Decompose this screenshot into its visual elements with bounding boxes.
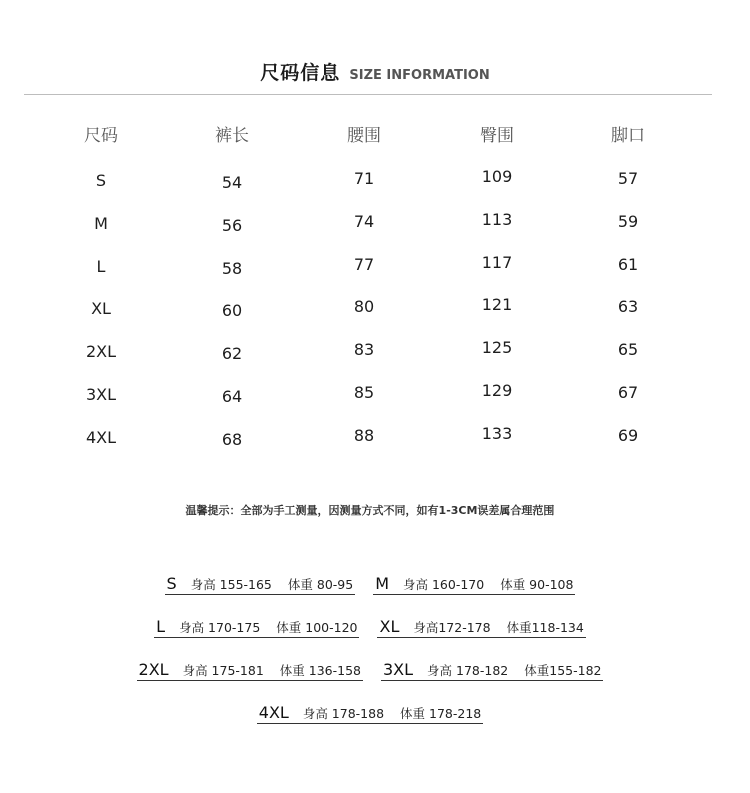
- cell-waist: 77: [353, 255, 375, 274]
- recommendation-item: [381, 660, 604, 681]
- rec-height: 身高172-178: [413, 620, 491, 635]
- cell-hem: 59: [617, 212, 639, 231]
- cell-hip: 129: [481, 381, 513, 400]
- cell-length: 54: [221, 173, 243, 192]
- header-hem: 脚口: [611, 126, 645, 146]
- cell-size: M: [94, 214, 108, 233]
- recommendation-item: [377, 617, 585, 638]
- cell-waist: 71: [353, 169, 375, 188]
- rec-height: 身高 170-175: [179, 620, 261, 635]
- cell-size: 2XL: [85, 342, 117, 361]
- cell-waist: 83: [353, 340, 375, 359]
- recommendation-line: [0, 617, 740, 638]
- cell-size: S: [95, 171, 107, 190]
- cell-hip: 133: [481, 424, 513, 443]
- cell-waist: 74: [353, 212, 375, 231]
- recommendation-line: [0, 574, 740, 595]
- cell-size: L: [96, 257, 106, 276]
- cell-waist: 85: [353, 383, 375, 402]
- cell-length: 58: [221, 259, 243, 278]
- cell-waist: 80: [353, 297, 375, 316]
- recommendation-item: [373, 574, 575, 595]
- rec-size: M: [375, 574, 389, 593]
- rec-size: XL: [379, 617, 400, 636]
- cell-hem: 63: [617, 297, 639, 316]
- rec-height: 身高 175-181: [182, 663, 264, 678]
- rec-height: 身高 178-188: [302, 706, 385, 721]
- header-waist: 腰围: [347, 126, 381, 146]
- rec-weight: 体重118-134: [506, 620, 584, 635]
- header-hip: 臀围: [480, 126, 514, 146]
- cell-hip: 109: [481, 167, 513, 186]
- cell-hip: 125: [481, 338, 513, 357]
- cell-hem: 67: [617, 383, 639, 402]
- title-chinese: 尺码信息: [260, 62, 341, 84]
- rec-weight: 体重 178-218: [400, 706, 482, 721]
- cell-hem: 65: [617, 340, 639, 359]
- rec-weight: 体重 136-158: [279, 663, 361, 678]
- rec-size: 4XL: [258, 703, 289, 722]
- rec-size: 3XL: [382, 660, 414, 679]
- cell-length: 62: [221, 344, 243, 363]
- header-size: 尺码: [84, 126, 118, 146]
- recommendation-line: [0, 660, 740, 681]
- cell-size: 3XL: [85, 385, 117, 404]
- rec-weight: 体重 80-95: [287, 577, 354, 592]
- recommendation-item: [257, 703, 483, 724]
- recommendation-item: [154, 617, 359, 638]
- recommendation-line: [0, 703, 740, 724]
- rec-weight: 体重155-182: [524, 663, 602, 678]
- cell-waist: 88: [353, 426, 375, 445]
- cell-length: 68: [221, 430, 243, 449]
- rec-size: 2XL: [138, 660, 169, 679]
- recommendation-item: [137, 660, 363, 681]
- title-english: SIZE INFORMATION: [349, 68, 490, 83]
- cell-hem: 57: [617, 169, 639, 188]
- rec-height: 身高 160-170: [403, 577, 485, 592]
- cell-hip: 117: [481, 253, 513, 272]
- rec-weight: 体重 100-120: [276, 620, 358, 635]
- cell-hem: 69: [617, 426, 639, 445]
- rec-height: 身高 178-182: [427, 663, 509, 678]
- cell-size: 4XL: [85, 428, 117, 447]
- rec-size: S: [166, 574, 177, 593]
- title-divider: [24, 94, 712, 95]
- cell-hip: 113: [481, 210, 513, 229]
- cell-length: 56: [221, 216, 243, 235]
- cell-hip: 121: [481, 295, 513, 314]
- cell-hem: 61: [617, 255, 639, 274]
- header-length: 裤长: [215, 126, 249, 146]
- rec-weight: 体重 90-108: [500, 577, 574, 592]
- rec-size: L: [156, 617, 166, 636]
- rec-height: 身高 155-165: [190, 577, 272, 592]
- cell-size: XL: [91, 299, 111, 318]
- page-title: [0, 58, 750, 85]
- recommendation-item: [165, 574, 356, 595]
- cell-length: 64: [221, 387, 243, 406]
- cell-length: 60: [221, 301, 243, 320]
- measurement-note: 温馨提示：全部为手工测量，因测量方式不同，如有1-3CM误差属合理范围: [185, 504, 555, 517]
